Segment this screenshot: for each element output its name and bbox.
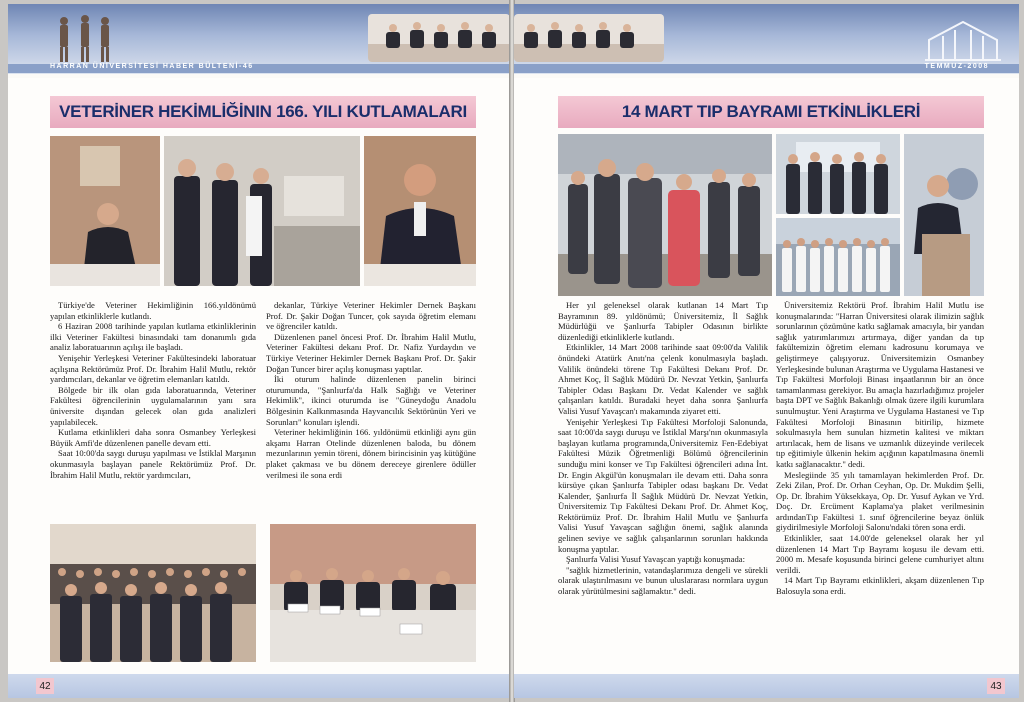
statue-group-icon — [54, 14, 116, 64]
header-meeting-photo-right — [514, 14, 664, 62]
paragraph: 6 Haziran 2008 tarihinde yapılan kutlama etkinliklerinin ilki Veteriner Fakültesi binasındaki tam donanımlı gıda analiz laboratuarının açılışı ile başladı. — [50, 321, 256, 353]
issue-date: TEMMUZ-2008 — [924, 63, 989, 70]
paragraph: Her yıl geleneksel olarak kutlanan 14 Mart Tıp Bayramının 89. yıldönümü; Üniversitemiz, İl Sağlık Müdürlüğü ve Şanlıurfa Tabipler Odasının birlikte düzenlediği etkinliklerle kutlandı. — [558, 300, 768, 342]
photo-award-group — [776, 134, 900, 214]
left-article-col-1 — [50, 300, 256, 480]
photo-panel-table — [270, 524, 476, 662]
photo-rector-speaking — [904, 134, 984, 296]
photo-panel-audience — [50, 524, 256, 662]
paragraph: Meslegiinde 35 yılı tamamlayan hekimlerden Prof. Dr. Zeki Zilan, Prof. Dr. Orhan Ceyhan, Op. Dr. Mukdim Şelli, Op. Dr. İbrahim Yüksekkaya, Op. Dr. Yusuf Aykan ve Yrd. Doç. Dr. Ercüment Kaplama'ya plaket verilmesinin ardındanTıp Fakültesi 1. sınıf öğrencilerine beyaz önlük giydirilmesiyle Morfoloji Salonu'ndaki tören sona erdi. — [776, 469, 984, 533]
university-building-icon — [923, 12, 1003, 64]
right-article-col-2 — [776, 300, 984, 597]
right-article-col-1 — [558, 300, 768, 597]
paragraph: Kutlama etkinlikleri daha sonra Osmanbey Yerleşkesi Büyük Amfi'de düzenlenen panelle devam etti. — [50, 427, 256, 448]
paragraph: Etkinlikler, 14 Mart 2008 tarihinde saat 09:00'da Valilik önündeki Atatürk Anıtı'na çelenk konulmasıyla başladı. Valilik önündeki törene Tıp Fakültesi Dekanı Prof. Dr. Ahmet Koç, İl Sağlık Müdürü Dr. Nevzat Yetkin, Şanlıurfa Tabipler Odası Başkanı Dr. Vedat Kalender ve sağlık çalışanları katıldı. Buradaki heyet daha sonra Şanlıurfa Valisi Yusuf Yavaşcan'ı makamında ziyaret etti. — [558, 342, 768, 416]
photo-speaker-microphone — [364, 136, 476, 286]
paragraph: Saat 10:00'da saygı duruşu yapılması ve İstiklal Marşının okunmasıyla başlayan panele Rektörümüz Prof. Dr. İbrahim Halil Mutlu, rektör yardımcıları, — [50, 448, 256, 480]
photo-white-coat-students — [776, 218, 900, 296]
photo-wreath-ceremony — [558, 134, 772, 296]
right-content — [514, 78, 1019, 674]
paragraph: İki oturum halinde düzenlenen panelin birinci oturumunda, "Şanlıurfa'da Halk Sağlığı ve Veteriner Hekimlik", ikinci oturumda ise "Güneydoğu Anadolu Bölgesinin Kalkınmasında Hayvancılık Sektörünün Yeri ve Sorunları" konuları işlendi. — [266, 374, 476, 427]
paragraph: Şanlıurfa Valisi Yusuf Yavaşcan yaptığı konuşmada: — [566, 554, 746, 565]
paragraph: Etkinlikler, saat 14.00'de geleneksel olarak her yıl düzenlenen 14 Mart Tıp Bayramı koşusu ile devam etti. 2000 m. Mesafe koşusunda birinci gelene cumhuriyet altını verildi. — [776, 533, 984, 575]
paragraph: Yenişehir Yerleşkesi Veteriner Fakültesindeki laboratuar açılışına Rektörümüz Prof. Dr. İbrahim Halil Mutlu, rektör yardımcıları, dekanlar ve öğretim elemanları katıldı. — [50, 352, 256, 385]
paragraph: Veteriner hekimliğinin 166. yıldönümü etkinliği aynı gün akşamı Harran Otelinde düzenlenen baloda, bu dönem mezunlarının yemin töreni, dönem birincisinin yaş kütüğüne plaket çakması ve bu dönem dereceye girenlere ödüller verilmesi ile sona erdi — [266, 427, 476, 480]
left-content — [8, 78, 510, 674]
paragraph: dekanlar, Türkiye Veteriner Hekimler Dernek Başkanı Prof. Dr. Şakir Doğan Tuncer, çok sayıda öğretim elemanı ve öğrenciler katıldı. — [266, 300, 476, 332]
header-banner-right — [514, 4, 1019, 74]
left-article-col-2 — [266, 300, 476, 480]
header-meeting-photo-left — [368, 14, 510, 62]
page-number-right: 43 — [987, 678, 1005, 694]
header-banner-left — [8, 4, 510, 74]
paragraph: Düzenlenen panel öncesi Prof. Dr. İbrahim Halil Mutlu, Veteriner Fakültesi dekanı Prof. Dr. Nafiz Yurdaydın ve Türkiye Veteriner Hekimler Dernek Başkanı Prof. Dr. Şakir Doğan Tuncer birer açılış konuşması yaptılar. — [266, 331, 476, 374]
left-page — [8, 4, 510, 698]
paragraph: 14 Mart Tıp Bayramı etkinlikleri, akşam düzenlenen Tıp Balosuyla sona erdi. — [776, 575, 984, 597]
right-article-title: 14 MART TIP BAYRAMI ETKİNLİKLERİ — [558, 96, 984, 128]
footer-bar-right — [514, 674, 1019, 698]
photo-laboratory-opening — [164, 136, 360, 286]
left-article-title: VETERİNER HEKİMLİĞİNIN 166. YILI KUTLAMALARI — [50, 96, 476, 128]
paragraph: Bölgede bir ilk olan gıda laboratuarında, Veteriner Fakültesi öğrencilerinin uygulamalarının yanı sıra üniversite dışından gelecek olan gıda analizleri yapılabilecek. — [50, 384, 256, 427]
paragraph: Üniversitemiz Rektörü Prof. İbrahim Halil Mutlu ise konuşmalarında: "Harran Üniversitesi olarak ilimizin sağlık sorunlarının çözümüne katkı sağlamak amacıyla, bir yandan sağlık yatırımlarımızı artırmaya, diğer yandan da tıp fakültemizin öğretim elemanı kadrosunu korumaya ve geliştirmeye çalışıyoruz. Üniversitemizin Osmanbey Yerleşkesinde bulunan Araştırma ve Uygulama Hastanesi ve Tıp Fakültesi Morfoloji Binası inşaatlarının bir an önce tamamlanması gerekiyor. Bu amaçla hazırladığımız projeler başta DPT ve Sağlık Bakanlığı olmak üzere ilgili kurumlara sunulmuştur. Yeni Araştırma ve Uygulama Hastanesi ve Tıp Fakültesi Morfoloji Binasının bitirilip, hizmete sokulmasıyla hem sunulan hizmetin kalitesi ve miktarı artırılacak, hem de lisans ve uzmanlık düzeyinde verilecek tıp eğitimiyle ülkenin hekim açığının kapatılmasına önemli katkı sağlanacaktır." dedi. — [776, 300, 984, 469]
paragraph: Yenişehir Yerleşkesi Tıp Fakültesi Morfoloji Salonunda, saat 10:00'da saygı duruşu ve İstiklal Marşı'nın okunmasıyla başlayan kutlama programında,Üniversitemiz Fen-Edebiyat Fakültesi Müzik Öğretmenliği Bölümü öğrencilerinin sunduğu mini konser ve Tıp Fakültesi öğrencileri adına İnt. Dr. Engin Akgül'ün konuşmaları ile devam etti. Daha sonra kürsüye çıkan Şanlıurfa Tabipler odası başkanı Dr. Vedat Kalender, Şanlıurfa İl Sağlık Müdürü Dr. Nevzat Yetkin, Üniversitemiz Tıp Fakültesi Dekanı Prof. Dr. Ahmet Koç, Rektörümüz Prof. Dr. İbrahim Halil Mutlu ve Şanlıurfa Valisi Yusuf Yavaşcan sağlığın önemi, sağlık alanında gelinen seviye ve sağlık çalışanlarının sorunları hakkında konuşma yaptılar. — [558, 416, 768, 554]
paragraph: Türkiye'de Veteriner Hekimliğinin 166.yıldönümü yapılan etkinliklerle kutlandı. — [50, 300, 256, 321]
page-number-left: 42 — [36, 678, 54, 694]
right-page — [514, 4, 1019, 698]
bulletin-title: HARRAN ÜNİVERSİTESİ HABER BÜLTENİ-46 — [50, 63, 254, 70]
paragraph: "sağlık hizmetlerinin, vatandaşlarımıza dengeli ve sürekli olarak ulaştırılmasını ve bunun uluslararası normlara uygun olarak yürütülmesini sağlamaktır." dedi. — [558, 564, 768, 597]
photo-speaker-podium — [50, 136, 160, 286]
footer-bar-left — [8, 674, 510, 698]
